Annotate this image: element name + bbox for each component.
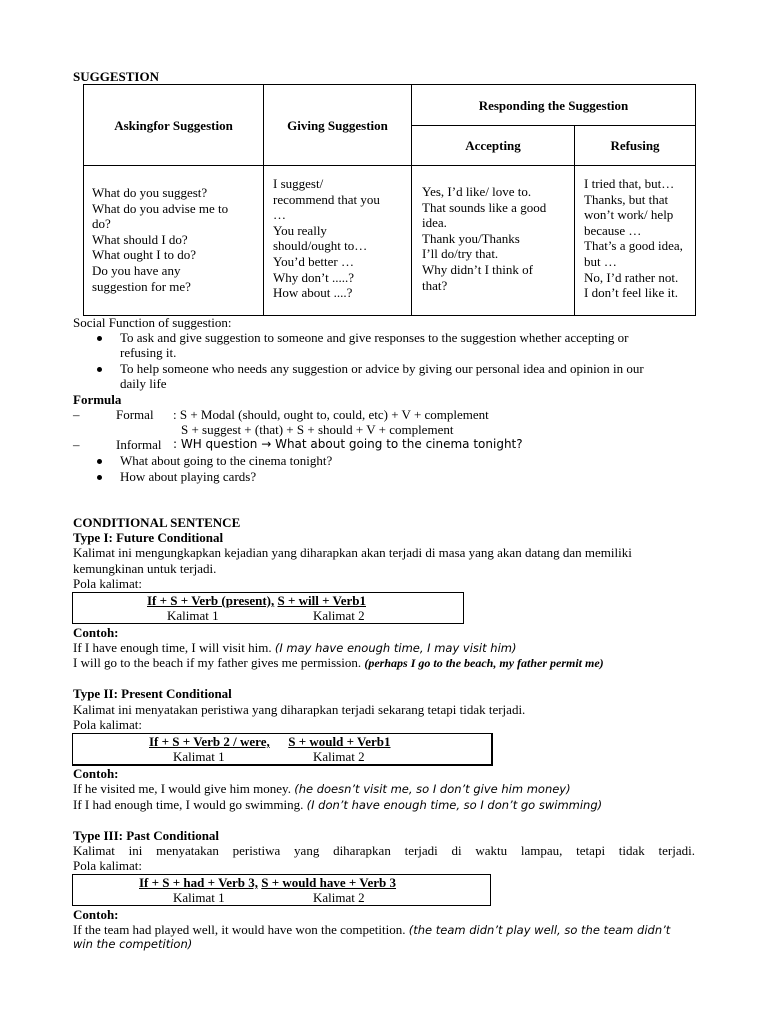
- giving-line: should/ought to…: [273, 238, 368, 254]
- informal-dash: –: [73, 437, 80, 452]
- type3-contoh: Contoh:: [73, 907, 119, 922]
- accepting-line: I’ll do/try that.: [422, 246, 499, 262]
- suggestion-title: SUGGESTION: [73, 69, 159, 84]
- type3-formula-box: [72, 874, 491, 906]
- refusing-list: [584, 176, 691, 301]
- type3-heading: Type III: Past Conditional: [73, 828, 220, 843]
- formal-dash: –: [73, 407, 80, 422]
- giving-line: …: [273, 207, 286, 223]
- type1-formula-clause1: If + S + Verb (present),: [147, 593, 275, 608]
- header-responding-cell: [412, 85, 696, 126]
- refusing-line: Thanks, but that: [584, 191, 669, 207]
- type1-kalimat1: Kalimat 1: [167, 608, 219, 623]
- type2-kalimat2: Kalimat 2: [313, 749, 365, 764]
- type3-example-1-note-cont: win the competition): [73, 937, 193, 951]
- header-refusing-cell: [575, 126, 696, 166]
- informal-formula: : WH question → What about going to the cinema tonight?: [173, 437, 523, 451]
- accepting-line: Thank you/Thanks: [422, 230, 520, 246]
- formal-formula-2: S + suggest + (that) + S + should + V + complement: [181, 422, 454, 437]
- refusing-line: I tried that, but…: [584, 176, 675, 191]
- asking-line: What should I do?: [92, 231, 188, 247]
- giving-line: You really: [273, 222, 327, 238]
- bullet-icon: [97, 367, 102, 372]
- informal-label: Informal: [116, 437, 162, 452]
- type2-formula-clause2: S + would + Verb1: [288, 734, 391, 749]
- giving-line: I suggest/: [273, 176, 324, 191]
- type1-formula-box: [72, 592, 464, 624]
- bullet-icon: [97, 475, 102, 480]
- accepting-line: that?: [422, 277, 448, 293]
- type2-example-2-note: (I don’t have enough time, so I don’t go swimming): [306, 798, 603, 812]
- type1-heading: Type I: Future Conditional: [73, 530, 224, 545]
- type1-example-1-note: (I may have enough time, I may visit him): [274, 641, 517, 655]
- header-asking: Askingfor Suggestion: [88, 117, 259, 135]
- type2-example-1: If he visited me, I would give him money.: [73, 781, 291, 796]
- refusing-line: That’s a good idea,: [584, 238, 683, 254]
- accepting-line: That sounds like a good: [422, 199, 547, 215]
- asking-cell: [84, 166, 264, 316]
- type1-example-2: I will go to the beach if my father gives me permission.: [73, 655, 362, 670]
- bullet-icon: [97, 336, 102, 341]
- type3-formula-clause2: S + would have + Verb 3: [261, 875, 397, 890]
- type2-contoh: Contoh:: [73, 766, 119, 781]
- social-function-bullet-2: To help someone who needs any suggestion or advice by giving our personal idea and opinion in our: [120, 361, 644, 376]
- asking-list: [92, 185, 259, 294]
- header-responding: Responding the Suggestion: [416, 97, 691, 115]
- type3-description: Kalimat ini menyatakan peristiwa yang diharapkan terjadi di waktu lampau, tetapi tidak terjadi.: [73, 843, 695, 858]
- type2-kalimat1: Kalimat 1: [173, 749, 225, 764]
- asking-line: What do you suggest?: [92, 185, 208, 200]
- type1-description: Kalimat ini mengungkapkan kejadian yang diharapkan akan terjadi di masa yang akan datang dan memiliki: [73, 545, 632, 560]
- type3-pattern-label: Pola kalimat:: [73, 858, 142, 873]
- type1-description-cont: kemungkinan untuk terjadi.: [73, 561, 217, 576]
- formal-label: Formal: [116, 407, 154, 422]
- type2-heading: Type II: Present Conditional: [73, 686, 232, 701]
- asking-line: do?: [92, 216, 111, 232]
- type1-contoh: Contoh:: [73, 625, 119, 640]
- social-function-label: Social Function of suggestion:: [73, 315, 232, 330]
- header-accepting-cell: [412, 126, 575, 166]
- social-function-bullet-1-cont: refusing it.: [120, 345, 177, 360]
- bullet-icon: [97, 459, 102, 464]
- refusing-line: won’t work/ help: [584, 207, 674, 223]
- type2-example-2: If I had enough time, I would go swimming.: [73, 797, 304, 812]
- giving-line: Why don’t .....?: [273, 269, 354, 285]
- type2-formula-box: [72, 733, 493, 766]
- refusing-line: I don’t feel like it.: [584, 285, 678, 301]
- social-function-bullet-2-cont: daily life: [120, 376, 167, 391]
- refusing-line: because …: [584, 222, 642, 238]
- header-accepting: Accepting: [416, 137, 570, 155]
- header-refusing: Refusing: [579, 137, 691, 155]
- giving-line: How about ....?: [273, 285, 353, 301]
- type3-kalimat1: Kalimat 1: [173, 890, 225, 905]
- refusing-line: but …: [584, 253, 617, 269]
- formula-label: Formula: [73, 392, 122, 407]
- asking-line: suggestion for me?: [92, 278, 191, 294]
- type1-example-2-note: (perhaps I go to the beach, my father permit me): [364, 656, 604, 670]
- type3-example-1-note: (the team didn’t play well, so the team didn’t: [408, 923, 671, 937]
- type2-pattern-label: Pola kalimat:: [73, 717, 142, 732]
- informal-example-2: How about playing cards?: [120, 469, 257, 484]
- asking-line: What ought I to do?: [92, 247, 196, 263]
- refusing-cell: [575, 166, 696, 316]
- refusing-line: No, I’d rather not.: [584, 269, 679, 285]
- header-giving: Giving Suggestion: [268, 117, 407, 135]
- giving-list: [273, 176, 407, 301]
- accepting-line: Yes, I’d like/ love to.: [422, 184, 532, 199]
- asking-line: What do you advise me to: [92, 200, 229, 216]
- type2-example-1-note: (he doesn’t visit me, so I don’t give him money): [294, 782, 571, 796]
- type3-kalimat2: Kalimat 2: [313, 890, 365, 905]
- type1-pattern-label: Pola kalimat:: [73, 576, 142, 591]
- informal-example-1: What about going to the cinema tonight?: [120, 453, 333, 468]
- type1-kalimat2: Kalimat 2: [313, 608, 365, 623]
- conditional-title: CONDITIONAL SENTENCE: [73, 515, 241, 530]
- type3-formula-clause1: If + S + had + Verb 3,: [139, 875, 259, 890]
- accepting-line: idea.: [422, 215, 447, 231]
- accepting-cell: [412, 166, 575, 316]
- type1-example-1: If I have enough time, I will visit him.: [73, 640, 272, 655]
- formal-formula-1: : S + Modal (should, ought to, could, etc) + V + complement: [173, 407, 489, 422]
- header-giving-cell: [264, 85, 412, 166]
- header-asking-cell: [84, 85, 264, 166]
- accepting-line: Why didn’t I think of: [422, 261, 533, 277]
- type2-description: Kalimat ini menyatakan peristiwa yang diharapkan terjadi sekarang tetapi tidak terjadi.: [73, 702, 526, 717]
- accepting-list: [422, 184, 570, 293]
- giving-line: recommend that you: [273, 191, 380, 207]
- giving-cell: [264, 166, 412, 316]
- type3-example-1: If the team had played well, it would have won the competition.: [73, 922, 406, 937]
- social-function-bullet-1: To ask and give suggestion to someone and give responses to the suggestion whether accepting or: [120, 330, 629, 345]
- giving-line: You’d better …: [273, 253, 355, 269]
- type2-formula-clause1: If + S + Verb 2 / were,: [149, 734, 270, 749]
- asking-line: Do you have any: [92, 262, 181, 278]
- type1-formula-clause2: S + will + Verb1: [277, 593, 366, 608]
- suggestion-table: [83, 84, 696, 316]
